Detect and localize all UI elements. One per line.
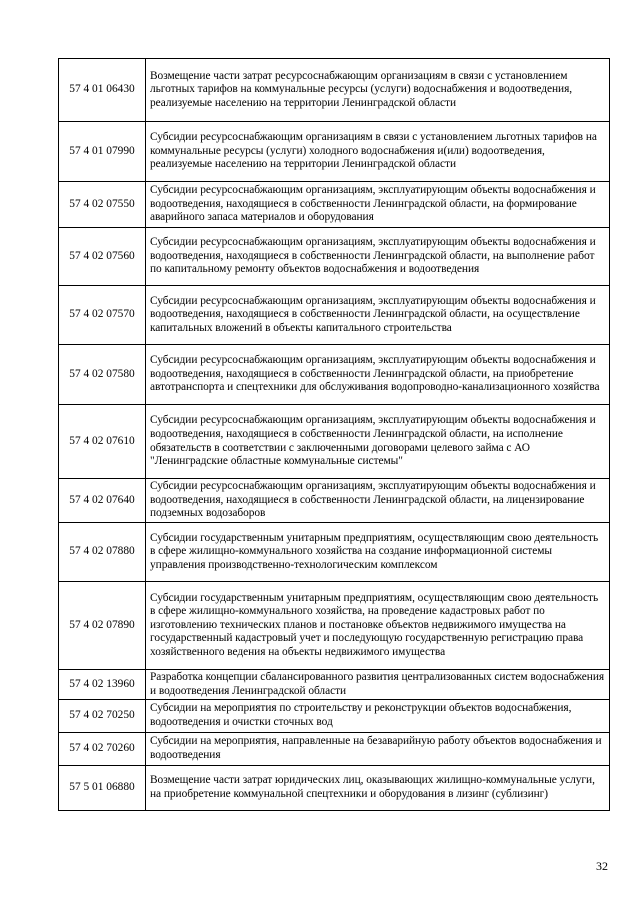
table-row [59,345,610,405]
row-code: 57 4 02 07610 [59,405,146,479]
row-code: 57 4 02 13960 [59,670,146,700]
table-row [59,228,610,286]
row-code: 57 5 01 06880 [59,766,146,811]
table-row [59,670,610,700]
row-description: Субсидии на мероприятия по строительству и реконструкции объектов водоснабжения, водоотведения и очистки сточных вод [146,700,610,733]
row-description: Возмещение части затрат юридических лиц, оказывающих жилищно-коммунальные услуги, на приобретение коммунальной спецтехники и оборудования в лизинг (сублизинг) [146,766,610,811]
row-code: 57 4 01 07990 [59,122,146,182]
budget-code-table [58,58,610,811]
row-code: 57 4 02 07550 [59,182,146,228]
table-row [59,523,610,582]
table-row [59,59,610,122]
row-code: 57 4 02 70260 [59,733,146,766]
row-code: 57 4 02 07890 [59,582,146,670]
row-description: Возмещение части затрат ресурсоснабжающим организациям в связи с установлением льготных тарифов на коммунальные ресурсы (услуги) водоснабжения и водоотведения, реализуемые населению на территории Ленинградской области [146,59,610,122]
row-code: 57 4 02 07570 [59,286,146,345]
row-code: 57 4 01 06430 [59,59,146,122]
row-code: 57 4 02 07880 [59,523,146,582]
row-description: Субсидии ресурсоснабжающим организациям в связи с установлением льготных тарифов на коммунальные ресурсы (услуги) холодного водоснабжения и(или) водоотведения, реализуемые населению на территории Ленинградской области [146,122,610,182]
row-code: 57 4 02 07640 [59,479,146,523]
row-description: Субсидии ресурсоснабжающим организациям, эксплуатирующим объекты водоснабжения и водоотведения, находящиеся в собственности Ленинградской области, на осуществление капитальных вложений в объекты капитального строительства [146,286,610,345]
row-code: 57 4 02 70250 [59,700,146,733]
table-row [59,286,610,345]
page-number: 32 [596,859,608,873]
row-description: Разработка концепции сбалансированного развития централизованных систем водоснабжения и водоотведения Ленинградской области [146,670,610,700]
table-row [59,766,610,811]
row-description: Субсидии ресурсоснабжающим организациям, эксплуатирующим объекты водоснабжения и водоотведения, находящиеся в собственности Ленинградской области, на формирование аварийного запаса материалов и оборудования [146,182,610,228]
table-row [59,479,610,523]
row-description: Субсидии ресурсоснабжающим организациям, эксплуатирующим объекты водоснабжения и водоотведения, находящиеся в собственности Ленинградской области, на приобретение автотранспорта и спецтехники для обслуживания водопроводно-канализационного хозяйства [146,345,610,405]
table-row [59,733,610,766]
row-description: Субсидии ресурсоснабжающим организациям, эксплуатирующим объекты водоснабжения и водоотведения, находящиеся в собственности Ленинградской области, на выполнение работ по капитальному ремонту объектов водоснабжения и водоотведения [146,228,610,286]
row-description: Субсидии государственным унитарным предприятиям, осуществляющим свою деятельность в сфере жилищно-коммунального хозяйства, на проведение кадастровых работ по изготовлению технических планов и постановке объектов недвижимого имущества на государственный кадастровый учет и последующую государственную регистрацию права хозяйственного ведения на объекты недвижимого имущества [146,582,610,670]
row-description: Субсидии ресурсоснабжающим организациям, эксплуатирующим объекты водоснабжения и водоотведения, находящиеся в собственности Ленинградской области, на исполнение обязательств в соответствии с заключенными договорами целевого займа с АО "Ленинградские областные коммунальные системы" [146,405,610,479]
row-code: 57 4 02 07580 [59,345,146,405]
row-description: Субсидии государственным унитарным предприятиям, осуществляющим свою деятельность в сфере жилищно-коммунального хозяйства на создание информационной системы управления производственно-технологическим комплексом [146,523,610,582]
table-row [59,405,610,479]
row-code: 57 4 02 07560 [59,228,146,286]
row-description: Субсидии на мероприятия, направленные на безаварийную работу объектов водоснабжения и водоотведения [146,733,610,766]
row-description: Субсидии ресурсоснабжающим организациям, эксплуатирующим объекты водоснабжения и водоотведения, находящиеся в собственности Ленинградской области, на лицензирование подземных водозаборов [146,479,610,523]
table-row [59,700,610,733]
table-row [59,182,610,228]
table-row [59,122,610,182]
table-row [59,582,610,670]
